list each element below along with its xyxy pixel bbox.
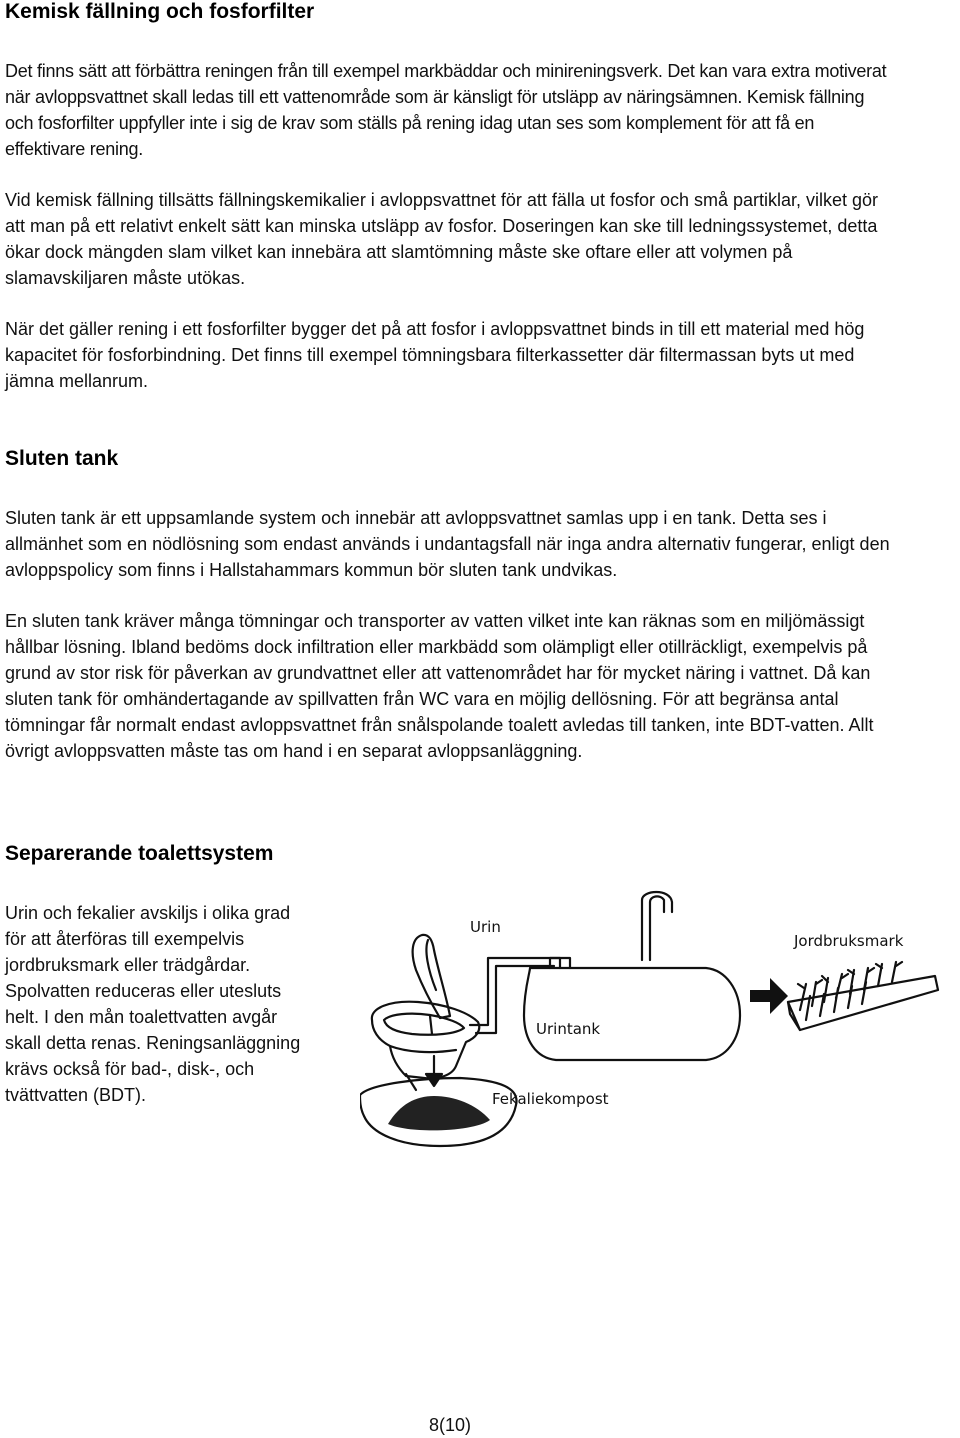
heading-kemisk-fallning: Kemisk fällning och fosforfilter bbox=[5, 0, 315, 23]
figure-label-fekaliekompost: Fekaliekompost bbox=[492, 1090, 609, 1108]
heading-separerande-toalettsystem: Separerande toalettsystem bbox=[5, 842, 274, 865]
paragraph-sluten-tank-intro: Sluten tank är ett uppsamlande system och innebär att avloppsvattnet samlas upp i en tank. Detta ses i allmänhet som en nödlösning som endast används i undantagsfall när inga andra alternativ fungerar, enligt den avloppspolicy som finns i Hallstahammars kommun bör sluten tank undvikas. bbox=[5, 508, 890, 580]
paragraph-kemisk-fallning: Vid kemisk fällning tillsätts fällningskemikalier i avloppsvattnet för att fälla ut fosfor och små partiklar, vilket gör att man på ett relativt enkelt sätt kan minska utsläpp av fosfor. Doseringen kan ske till ledningssystemet, detta ökar dock mängden slam vilket kan innebära att slamtömning måste ske oftare eller att volymen på slamavskiljaren måste utökas. bbox=[5, 190, 879, 288]
paragraph-separerande: Urin och fekalier avskiljs i olika grad för att återföras till exempelvis jordbruksmark eller trädgårdar. Spolvatten reduceras eller utesluts helt. I den mån toalettvatten avgår skall detta renas. Reningsanläggning krävs också för bad-, disk-, och tvättvatten (BDT). bbox=[5, 903, 301, 1105]
page-number: 8(10) bbox=[428, 1415, 472, 1435]
heading-sluten-tank: Sluten tank bbox=[5, 447, 119, 470]
paragraph-kemisk-intro: Det finns sätt att förbättra reningen från till exempel markbäddar och minireningsverk. Det kan vara extra motiverat när avloppsvattnet skall ledas till ett vattenområde som är känsligt för utsläpp av näringsämnen. Kemisk fällning och fosforfilter uppfyller inte i sig de krav som ställs på rening idag utan ses som komplement för att få en effektivare rening. bbox=[5, 61, 887, 159]
arrow-right-icon bbox=[750, 978, 788, 1014]
urine-tank-icon bbox=[524, 968, 740, 1060]
figure-label-jordbruksmark: Jordbruksmark bbox=[794, 932, 904, 950]
toilet-system-drawing bbox=[360, 890, 955, 1150]
figure-label-urin: Urin bbox=[470, 918, 501, 936]
toilet-bowl-icon bbox=[372, 1002, 479, 1079]
separating-toilet-illustration bbox=[360, 890, 955, 1150]
paragraph-fosforfilter: När det gäller rening i ett fosforfilter bygger det på att fosfor i avloppsvattnet binds in till ett material med hög kapacitet för fosforbindning. Det finns till exempel tömningsbara filterkassetter där filtermassan byts ut med jämna mellanrum. bbox=[5, 319, 865, 391]
paragraph-sluten-tank-detail: En sluten tank kräver många tömningar och transporter av vatten vilket inte kan räknas som en miljömässigt hållbar lösning. Ibland bedöms dock infiltration eller markbädd som olämpligt eller otillräckligt, exempelvis på grund av stor risk för påverkan av grundvattnet eller att vattenområdet har för mycket näring i vattnet. Då kan sluten tank för omhändertagande av spillvatten från WC vara en möjlig dellösning. För att begränsa antal tömningar får normalt endast avloppsvattnet från snålspolande toalett avledas till tanken, inte BDT-vatten. Allt övrigt avloppsvatten måste tas om hand i en separat avloppsanläggning. bbox=[5, 611, 874, 761]
page-footer bbox=[0, 1413, 900, 1437]
compost-pile-icon bbox=[388, 1096, 490, 1130]
figure-label-urintank: Urintank bbox=[536, 1020, 601, 1038]
